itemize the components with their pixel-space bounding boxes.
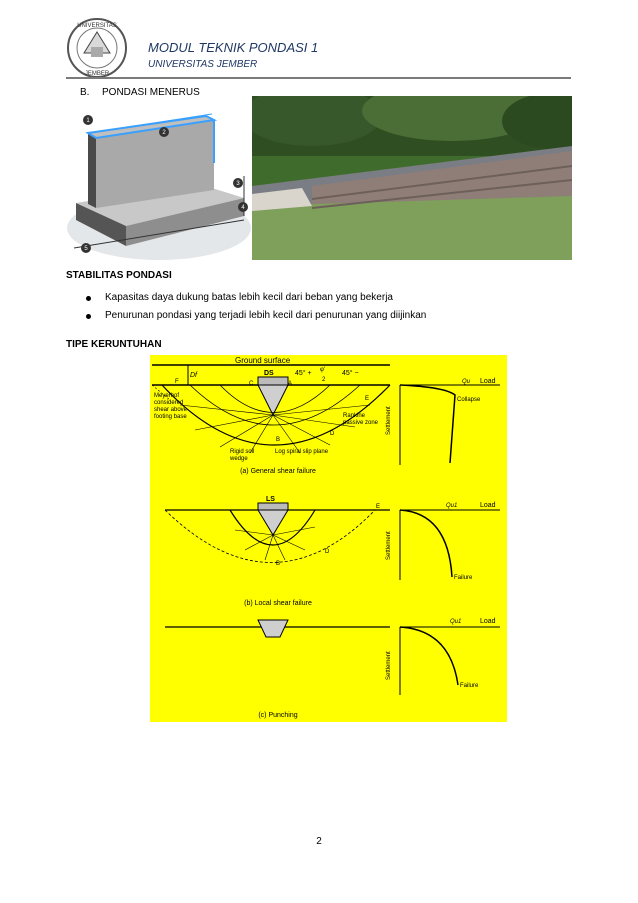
- collapse-label: Collapse: [457, 397, 481, 403]
- section-number: B.: [80, 87, 90, 98]
- letter-b: B: [276, 437, 281, 443]
- qu-label-a: Qu: [462, 379, 471, 385]
- failure-label-b: Failure: [454, 575, 473, 581]
- rigid-wedge-label: Rigid soil: [230, 449, 255, 455]
- load-label-c: Load: [480, 618, 496, 625]
- header-subtitle: UNIVERSITAS JEMBER: [148, 59, 258, 70]
- meyerhof-note: shear above: [154, 407, 188, 413]
- angle-plus-label: 45° +: [295, 370, 312, 377]
- meyerhof-note: Meyerhof: [154, 393, 180, 399]
- letter-b-b: B: [276, 561, 281, 567]
- rankine-label: Rankine: [343, 413, 366, 419]
- letter-d-b: D: [325, 549, 330, 555]
- strip-footing-diagram: [66, 108, 252, 260]
- marker-3: 3: [236, 181, 240, 187]
- meyerhof-note: considered: [154, 400, 184, 406]
- letter-e: E: [365, 396, 370, 402]
- settlement-label-b: Settlement: [386, 531, 392, 560]
- letter-a: A: [288, 381, 293, 387]
- letter-d: D: [330, 431, 335, 437]
- stabilitas-heading: STABILITAS PONDASI: [66, 270, 172, 281]
- stabilitas-item-text: Kapasitas daya dukung batas lebih kecil dari beban yang bekerja: [105, 292, 393, 303]
- settlement-label-a: Settlement: [386, 406, 392, 435]
- header-divider: [66, 77, 571, 79]
- qu1-label-c: Qu1: [450, 619, 462, 625]
- load-label-a: Load: [480, 378, 496, 385]
- marker-2: 2: [162, 130, 166, 136]
- settlement-label-c: Settlement: [386, 651, 392, 680]
- bullet-icon: [86, 296, 91, 301]
- letter-c: C: [249, 381, 254, 387]
- rankine-label: passive zone: [343, 420, 379, 426]
- ground-surface-label: Ground surface: [235, 356, 291, 365]
- letter-f: F: [175, 379, 179, 385]
- df-label: Df: [190, 372, 197, 379]
- marker-5: 5: [84, 246, 88, 252]
- stabilitas-item-text: Penurunan pondasi yang terjadi lebih kecil dari penurunan yang diijinkan: [105, 310, 427, 321]
- header-title: MODUL TEKNIK PONDASI 1: [148, 40, 319, 55]
- keruntuhan-heading: TIPE KERUNTUHAN: [66, 339, 162, 350]
- university-logo: [66, 17, 128, 79]
- page-number: 2: [316, 836, 322, 847]
- load-label-b: Load: [480, 502, 496, 509]
- failure-label-c: Failure: [460, 683, 479, 689]
- marker-4: 4: [241, 205, 245, 211]
- caption-general-shear: (a) General shear failure: [240, 468, 316, 475]
- log-spiral-label: Log spiral slip plane: [275, 449, 329, 455]
- letter-e-b: E: [376, 504, 381, 510]
- phi-label: φ': [320, 367, 326, 373]
- caption-local-shear: (b) Local shear failure: [244, 600, 312, 607]
- two-label: 2: [322, 377, 326, 383]
- logo-text-bottom: JEMBER: [84, 71, 110, 77]
- rigid-wedge-label: wedge: [230, 456, 248, 462]
- section-title: PONDASI MENERUS: [102, 87, 200, 98]
- section-heading: [66, 87, 200, 98]
- angle-minus-label: 45° −: [342, 370, 359, 377]
- ls-label: LS: [266, 496, 275, 503]
- logo-text-top: UNIVERSITAS: [77, 23, 117, 29]
- qu1-label-b: Qu1: [446, 503, 458, 509]
- bullet-icon: [86, 314, 91, 319]
- caption-punching: (c) Punching: [258, 712, 298, 719]
- marker-1: 1: [86, 118, 90, 124]
- retaining-wall-photo: [252, 96, 572, 260]
- failure-modes-diagram: [150, 355, 507, 722]
- meyerhof-note: footing base: [154, 414, 187, 420]
- ds-label: DS: [264, 370, 274, 377]
